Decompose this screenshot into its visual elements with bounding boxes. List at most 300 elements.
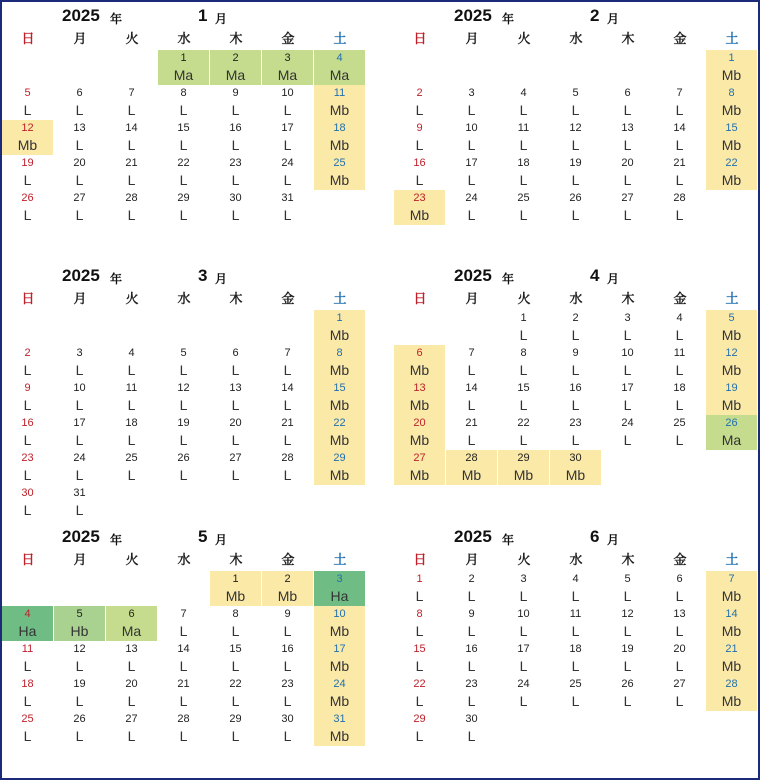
day-cell[interactable]: [314, 345, 366, 380]
day-code: L: [283, 207, 292, 223]
day-cell[interactable]: [394, 190, 446, 225]
day-cell[interactable]: [262, 450, 314, 485]
day-cell[interactable]: [602, 345, 654, 380]
day-number: 4: [24, 608, 31, 620]
day-number: 27: [413, 452, 426, 464]
day-code: L: [467, 362, 476, 378]
day-cell[interactable]: [602, 641, 654, 676]
day-cell[interactable]: [654, 571, 706, 606]
day-cell[interactable]: [158, 450, 210, 485]
day-code: L: [571, 623, 580, 639]
day-cell[interactable]: [654, 641, 706, 676]
day-code: L: [415, 172, 424, 188]
day-cell[interactable]: [210, 641, 262, 676]
day-cell[interactable]: [2, 606, 54, 641]
weekday-header: 土: [725, 31, 739, 46]
day-cell[interactable]: [2, 711, 54, 746]
day-cell[interactable]: [158, 50, 210, 85]
day-cell[interactable]: [550, 676, 602, 711]
day-code: L: [283, 623, 292, 639]
day-cell[interactable]: [158, 85, 210, 120]
day-cell[interactable]: [654, 380, 706, 415]
day-code: L: [467, 102, 476, 118]
weekday-header: 月: [465, 552, 479, 567]
day-cell[interactable]: [54, 190, 106, 225]
day-code: L: [675, 172, 684, 188]
day-code: L: [675, 658, 684, 674]
day-number: 18: [569, 643, 582, 655]
day-code: Mb: [721, 102, 742, 118]
day-code: Mb: [461, 467, 482, 483]
day-cell[interactable]: [498, 120, 550, 155]
day-cell[interactable]: [314, 120, 366, 155]
day-cell[interactable]: [654, 310, 706, 345]
day-cell[interactable]: [210, 606, 262, 641]
day-cell[interactable]: [394, 155, 446, 190]
day-cell[interactable]: [54, 415, 106, 450]
day-cell[interactable]: [498, 155, 550, 190]
day-cell[interactable]: [706, 676, 758, 711]
day-cell[interactable]: [498, 641, 550, 676]
day-cell[interactable]: [654, 155, 706, 190]
day-cell[interactable]: [314, 450, 366, 485]
weekday-header: 日: [413, 552, 427, 567]
day-cell[interactable]: [446, 380, 498, 415]
day-cell[interactable]: [106, 120, 158, 155]
day-cell[interactable]: [262, 606, 314, 641]
day-code: L: [23, 693, 32, 709]
day-cell[interactable]: [550, 380, 602, 415]
day-cell[interactable]: [262, 190, 314, 225]
day-cell[interactable]: [602, 380, 654, 415]
day-cell[interactable]: [262, 641, 314, 676]
day-number: 22: [413, 678, 426, 690]
weekday-header: 月: [465, 31, 479, 46]
day-cell[interactable]: [654, 676, 706, 711]
weekday-header: 土: [333, 291, 347, 306]
day-cell[interactable]: [654, 606, 706, 641]
day-cell[interactable]: [106, 85, 158, 120]
day-number: 3: [468, 87, 475, 99]
day-cell[interactable]: [314, 310, 366, 345]
day-cell[interactable]: [550, 120, 602, 155]
day-cell[interactable]: [314, 50, 366, 85]
day-cell[interactable]: [706, 85, 758, 120]
day-cell[interactable]: [446, 571, 498, 606]
day-cell[interactable]: [314, 641, 366, 676]
day-number: 10: [465, 122, 478, 134]
day-cell[interactable]: [2, 345, 54, 380]
day-code: L: [23, 728, 32, 744]
day-cell[interactable]: [2, 85, 54, 120]
day-cell[interactable]: [706, 310, 758, 345]
day-cell[interactable]: [654, 120, 706, 155]
day-cell[interactable]: [446, 155, 498, 190]
day-code: L: [179, 137, 188, 153]
day-code: L: [127, 467, 136, 483]
day-code: Mb: [721, 623, 742, 639]
day-cell[interactable]: [394, 641, 446, 676]
day-code: L: [75, 728, 84, 744]
day-cell[interactable]: [262, 415, 314, 450]
day-cell[interactable]: [394, 380, 446, 415]
day-cell[interactable]: [550, 85, 602, 120]
day-cell[interactable]: [498, 676, 550, 711]
day-cell[interactable]: [314, 155, 366, 190]
day-cell[interactable]: [2, 676, 54, 711]
day-number: 7: [728, 573, 735, 585]
day-cell[interactable]: [446, 190, 498, 225]
day-number: 11: [517, 122, 530, 134]
day-cell[interactable]: [314, 380, 366, 415]
day-cell[interactable]: [2, 155, 54, 190]
day-cell[interactable]: [2, 120, 54, 155]
day-cell[interactable]: [158, 415, 210, 450]
day-cell[interactable]: [550, 415, 602, 450]
day-cell[interactable]: [158, 345, 210, 380]
day-cell[interactable]: [602, 571, 654, 606]
day-number: 8: [336, 347, 343, 359]
day-number: 4: [572, 573, 579, 585]
day-cell[interactable]: [54, 85, 106, 120]
day-number: 6: [624, 87, 631, 99]
day-number: 25: [125, 452, 138, 464]
day-code: L: [179, 728, 188, 744]
day-code: L: [283, 693, 292, 709]
day-cell[interactable]: [706, 120, 758, 155]
day-cell[interactable]: [602, 606, 654, 641]
day-cell[interactable]: [2, 485, 54, 520]
day-cell[interactable]: [262, 571, 314, 606]
day-cell[interactable]: [262, 120, 314, 155]
day-cell[interactable]: [106, 676, 158, 711]
day-cell[interactable]: [210, 155, 262, 190]
day-number: 21: [177, 678, 190, 690]
day-code: L: [75, 207, 84, 223]
day-code: Mb: [409, 207, 430, 223]
day-code: L: [467, 397, 476, 413]
day-cell[interactable]: [2, 450, 54, 485]
day-number: 3: [624, 312, 631, 324]
month-header: [2, 4, 368, 28]
day-cell[interactable]: [654, 345, 706, 380]
day-cell[interactable]: [602, 120, 654, 155]
weekday-header: 火: [125, 552, 139, 567]
day-cell[interactable]: [706, 415, 758, 450]
day-number: 22: [229, 678, 242, 690]
empty-cell: [106, 571, 158, 606]
empty-cell: [498, 50, 550, 85]
day-cell[interactable]: [54, 676, 106, 711]
day-cell[interactable]: [210, 85, 262, 120]
day-code: Ma: [277, 67, 298, 83]
day-cell[interactable]: [106, 711, 158, 746]
day-cell[interactable]: [654, 85, 706, 120]
day-code: L: [179, 623, 188, 639]
day-cell[interactable]: [314, 711, 366, 746]
day-cell[interactable]: [314, 85, 366, 120]
day-cell[interactable]: [394, 571, 446, 606]
day-cell[interactable]: [158, 606, 210, 641]
day-number: 4: [520, 87, 527, 99]
day-cell[interactable]: [498, 606, 550, 641]
day-cell[interactable]: [158, 676, 210, 711]
day-number: 10: [517, 608, 530, 620]
day-code: Mb: [721, 693, 742, 709]
day-number: 12: [21, 122, 34, 134]
day-cell[interactable]: [498, 85, 550, 120]
day-number: 25: [517, 192, 530, 204]
day-cell[interactable]: [210, 380, 262, 415]
day-code: Mb: [329, 327, 350, 343]
empty-cell: [54, 50, 106, 85]
day-cell[interactable]: [106, 345, 158, 380]
day-code: Mb: [409, 397, 430, 413]
day-code: L: [231, 137, 240, 153]
day-cell[interactable]: [394, 676, 446, 711]
day-number: 18: [125, 417, 138, 429]
day-code: L: [75, 102, 84, 118]
day-cell[interactable]: [706, 345, 758, 380]
day-cell[interactable]: [210, 450, 262, 485]
day-cell[interactable]: [106, 415, 158, 450]
day-code: L: [415, 693, 424, 709]
day-code: L: [467, 623, 476, 639]
day-code: L: [675, 432, 684, 448]
day-code: L: [623, 137, 632, 153]
day-cell[interactable]: [262, 155, 314, 190]
day-code: Mb: [721, 67, 742, 83]
day-code: Mb: [329, 467, 350, 483]
day-cell[interactable]: [158, 641, 210, 676]
day-cell[interactable]: [446, 676, 498, 711]
day-cell[interactable]: [262, 711, 314, 746]
day-cell[interactable]: [54, 711, 106, 746]
day-cell[interactable]: [446, 345, 498, 380]
weekday-header: 金: [673, 31, 687, 46]
day-cell[interactable]: [602, 85, 654, 120]
day-number: 5: [572, 87, 579, 99]
day-code: L: [467, 137, 476, 153]
day-cell[interactable]: [550, 345, 602, 380]
day-cell[interactable]: [314, 606, 366, 641]
day-cell[interactable]: [446, 415, 498, 450]
day-cell[interactable]: [158, 190, 210, 225]
weekday-header: 火: [517, 552, 531, 567]
day-code: L: [231, 362, 240, 378]
weekday-header: 月: [73, 291, 87, 306]
day-cell[interactable]: [498, 190, 550, 225]
month-grid: [394, 28, 760, 225]
day-cell[interactable]: [394, 345, 446, 380]
day-cell[interactable]: [602, 310, 654, 345]
day-cell[interactable]: [2, 190, 54, 225]
day-cell[interactable]: [106, 641, 158, 676]
day-cell[interactable]: [158, 380, 210, 415]
day-number: 20: [673, 643, 686, 655]
day-cell[interactable]: [550, 606, 602, 641]
day-cell[interactable]: [54, 120, 106, 155]
day-cell[interactable]: [706, 571, 758, 606]
day-code: L: [179, 397, 188, 413]
empty-cell: [106, 310, 158, 345]
day-cell[interactable]: [106, 380, 158, 415]
day-number: 16: [281, 643, 294, 655]
day-cell[interactable]: [210, 676, 262, 711]
day-cell[interactable]: [446, 641, 498, 676]
day-cell[interactable]: [550, 190, 602, 225]
day-cell[interactable]: [498, 415, 550, 450]
day-cell[interactable]: [498, 380, 550, 415]
day-cell[interactable]: [498, 345, 550, 380]
day-cell[interactable]: [158, 155, 210, 190]
day-cell[interactable]: [394, 85, 446, 120]
day-number: 26: [725, 417, 738, 429]
month-label: 2: [590, 6, 600, 25]
day-number: 28: [177, 713, 190, 725]
day-cell[interactable]: [54, 641, 106, 676]
day-cell[interactable]: [2, 641, 54, 676]
day-code: L: [415, 588, 424, 604]
day-code: L: [179, 467, 188, 483]
day-number: 2: [468, 573, 475, 585]
day-code: L: [415, 658, 424, 674]
day-cell[interactable]: [210, 571, 262, 606]
day-cell[interactable]: [210, 711, 262, 746]
day-cell[interactable]: [158, 711, 210, 746]
day-cell[interactable]: [210, 415, 262, 450]
day-cell[interactable]: [706, 641, 758, 676]
day-cell[interactable]: [106, 450, 158, 485]
day-cell[interactable]: [54, 485, 106, 520]
day-cell[interactable]: [550, 450, 602, 485]
day-cell[interactable]: [314, 571, 366, 606]
day-cell[interactable]: [262, 50, 314, 85]
day-cell[interactable]: [106, 190, 158, 225]
day-cell[interactable]: [550, 310, 602, 345]
day-code: L: [519, 623, 528, 639]
day-cell[interactable]: [550, 641, 602, 676]
day-number: 12: [621, 608, 634, 620]
day-code: Ma: [173, 67, 194, 83]
day-cell[interactable]: [550, 155, 602, 190]
day-cell[interactable]: [446, 85, 498, 120]
day-cell[interactable]: [498, 450, 550, 485]
day-cell[interactable]: [446, 711, 498, 746]
day-cell[interactable]: [158, 120, 210, 155]
weekday-header: 金: [281, 291, 295, 306]
day-cell[interactable]: [498, 310, 550, 345]
day-code: Mb: [721, 588, 742, 604]
day-cell[interactable]: [314, 415, 366, 450]
day-cell[interactable]: [394, 120, 446, 155]
day-cell[interactable]: [106, 606, 158, 641]
day-code: L: [283, 362, 292, 378]
day-code: Mb: [721, 658, 742, 674]
day-cell[interactable]: [210, 190, 262, 225]
day-cell[interactable]: [394, 415, 446, 450]
day-cell[interactable]: [262, 85, 314, 120]
day-code: L: [467, 172, 476, 188]
day-cell[interactable]: [394, 711, 446, 746]
day-number: 7: [284, 347, 291, 359]
weekday-header: 月: [73, 31, 87, 46]
day-cell[interactable]: [54, 450, 106, 485]
day-cell[interactable]: [262, 676, 314, 711]
day-cell[interactable]: [550, 571, 602, 606]
day-cell[interactable]: [54, 155, 106, 190]
day-cell[interactable]: [602, 190, 654, 225]
day-cell[interactable]: [394, 450, 446, 485]
day-code: Mb: [277, 588, 298, 604]
day-number: 19: [621, 643, 634, 655]
day-cell[interactable]: [602, 415, 654, 450]
day-number: 21: [673, 157, 686, 169]
month-label: 5: [198, 527, 208, 546]
day-number: 1: [520, 312, 527, 324]
day-code: L: [179, 693, 188, 709]
day-code: L: [127, 658, 136, 674]
day-code: L: [519, 588, 528, 604]
day-cell[interactable]: [210, 120, 262, 155]
day-cell[interactable]: [446, 606, 498, 641]
day-cell[interactable]: [2, 380, 54, 415]
day-cell[interactable]: [262, 380, 314, 415]
day-number: 26: [177, 452, 190, 464]
weekday-header: 火: [517, 31, 531, 46]
day-number: 1: [728, 52, 735, 64]
day-code: L: [571, 207, 580, 223]
day-number: 1: [416, 573, 423, 585]
day-cell[interactable]: [498, 571, 550, 606]
day-cell[interactable]: [2, 415, 54, 450]
day-cell[interactable]: [654, 415, 706, 450]
day-cell[interactable]: [706, 50, 758, 85]
day-cell[interactable]: [706, 380, 758, 415]
day-number: 10: [73, 382, 86, 394]
day-cell[interactable]: [54, 345, 106, 380]
day-number: 5: [624, 573, 631, 585]
day-cell[interactable]: [262, 345, 314, 380]
day-code: Ma: [121, 623, 142, 639]
day-cell[interactable]: [210, 345, 262, 380]
day-cell[interactable]: [446, 120, 498, 155]
empty-cell: [54, 310, 106, 345]
day-cell[interactable]: [394, 606, 446, 641]
day-cell[interactable]: [210, 50, 262, 85]
day-cell[interactable]: [106, 155, 158, 190]
day-number: 27: [673, 678, 686, 690]
day-cell[interactable]: [654, 190, 706, 225]
year-label: 2025: [62, 266, 100, 285]
month-block-april: [394, 264, 760, 485]
day-cell[interactable]: [706, 155, 758, 190]
day-number: 6: [416, 347, 423, 359]
day-cell[interactable]: [602, 155, 654, 190]
day-number: 16: [413, 157, 426, 169]
day-number: 9: [232, 87, 239, 99]
day-code: L: [467, 693, 476, 709]
day-cell[interactable]: [602, 676, 654, 711]
day-cell[interactable]: [446, 450, 498, 485]
day-cell[interactable]: [706, 606, 758, 641]
day-code: L: [571, 102, 580, 118]
day-cell[interactable]: [54, 606, 106, 641]
day-cell[interactable]: [54, 380, 106, 415]
day-number: 17: [621, 382, 634, 394]
day-cell[interactable]: [314, 676, 366, 711]
day-code: Ha: [18, 623, 37, 639]
